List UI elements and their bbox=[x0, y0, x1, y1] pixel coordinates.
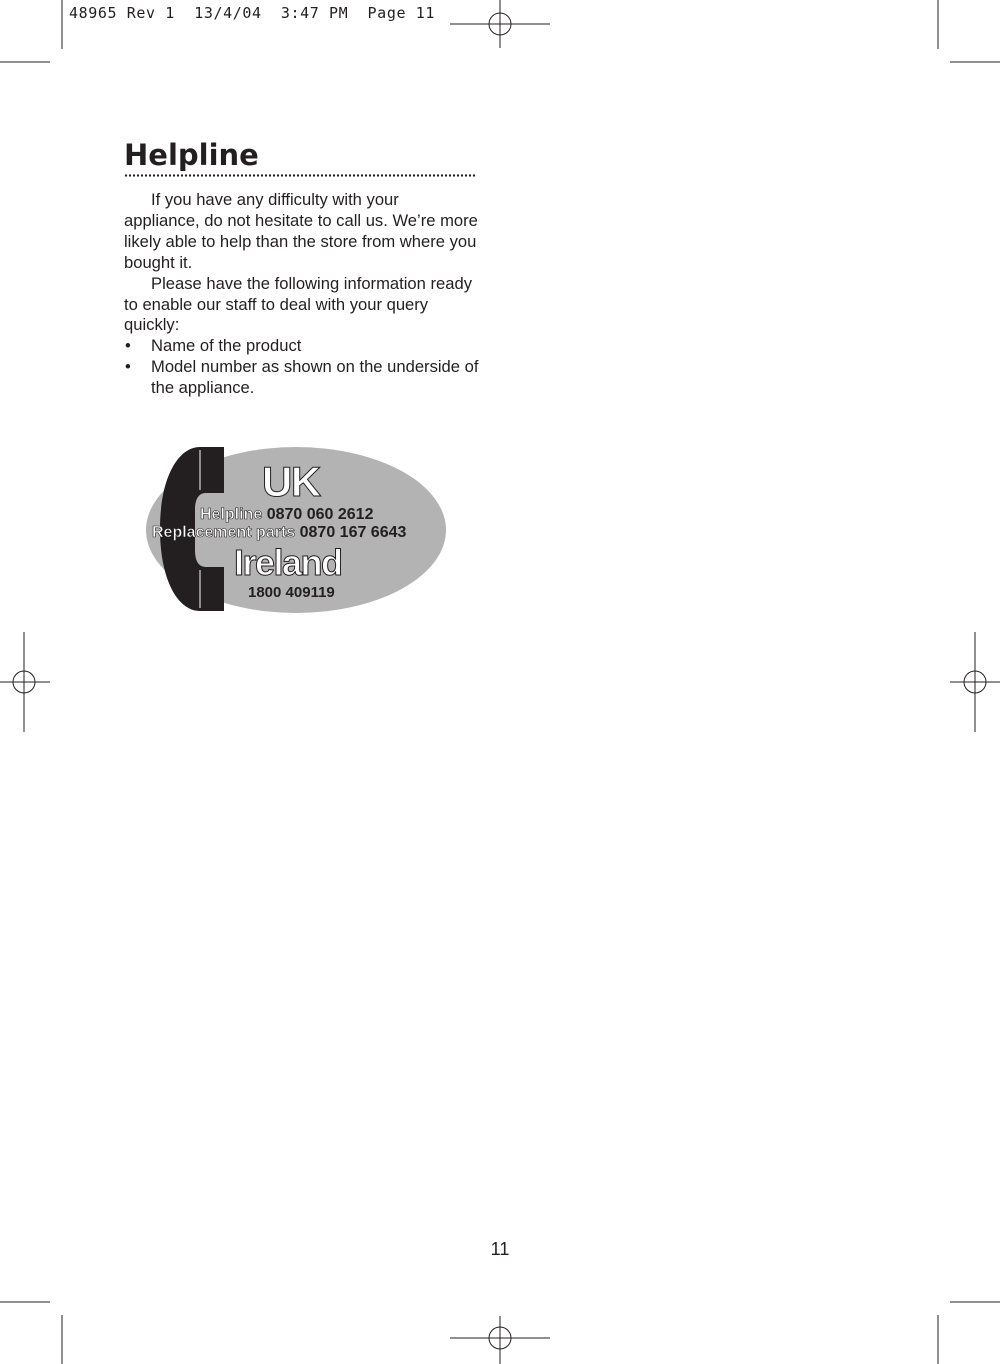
intro-paragraph: If you have any difficulty with your appliance, do not hesitate to call us. We’re more likely able to help than the store from where you bought it. bbox=[124, 190, 478, 272]
replacement-number: 0870 167 6643 bbox=[299, 524, 407, 541]
uk-helpline-line bbox=[200, 505, 373, 525]
helpline-body bbox=[124, 190, 479, 399]
section-title: Helpline bbox=[124, 138, 259, 172]
list-item bbox=[124, 336, 479, 357]
list-item bbox=[124, 357, 479, 399]
page-number: 11 bbox=[490, 1239, 510, 1259]
dotted-rule bbox=[124, 174, 477, 177]
bullet-glyph: • bbox=[125, 336, 131, 356]
uk-label: UK bbox=[262, 458, 320, 505]
list-item-text: Model number as shown on the underside of the appliance. bbox=[151, 357, 479, 398]
list-item-text: Name of the product bbox=[151, 336, 302, 356]
info-paragraph: Please have the following information ready to enable our staff to deal with your query quickly: bbox=[124, 273, 473, 335]
replacement-label: Replacement parts bbox=[152, 524, 296, 541]
printer-slug: 48965 Rev 1 13/4/04 3:47 PM Page 11 bbox=[69, 4, 435, 22]
bullet-glyph: • bbox=[125, 357, 131, 377]
helpline-number: 0870 060 2612 bbox=[266, 506, 374, 523]
info-list bbox=[124, 336, 479, 399]
uk-replacement-line bbox=[152, 523, 406, 543]
helpline-label: Helpline bbox=[200, 506, 263, 523]
ireland-number: 1800 409119 bbox=[248, 584, 335, 601]
ireland-label: Ireland bbox=[234, 542, 342, 583]
